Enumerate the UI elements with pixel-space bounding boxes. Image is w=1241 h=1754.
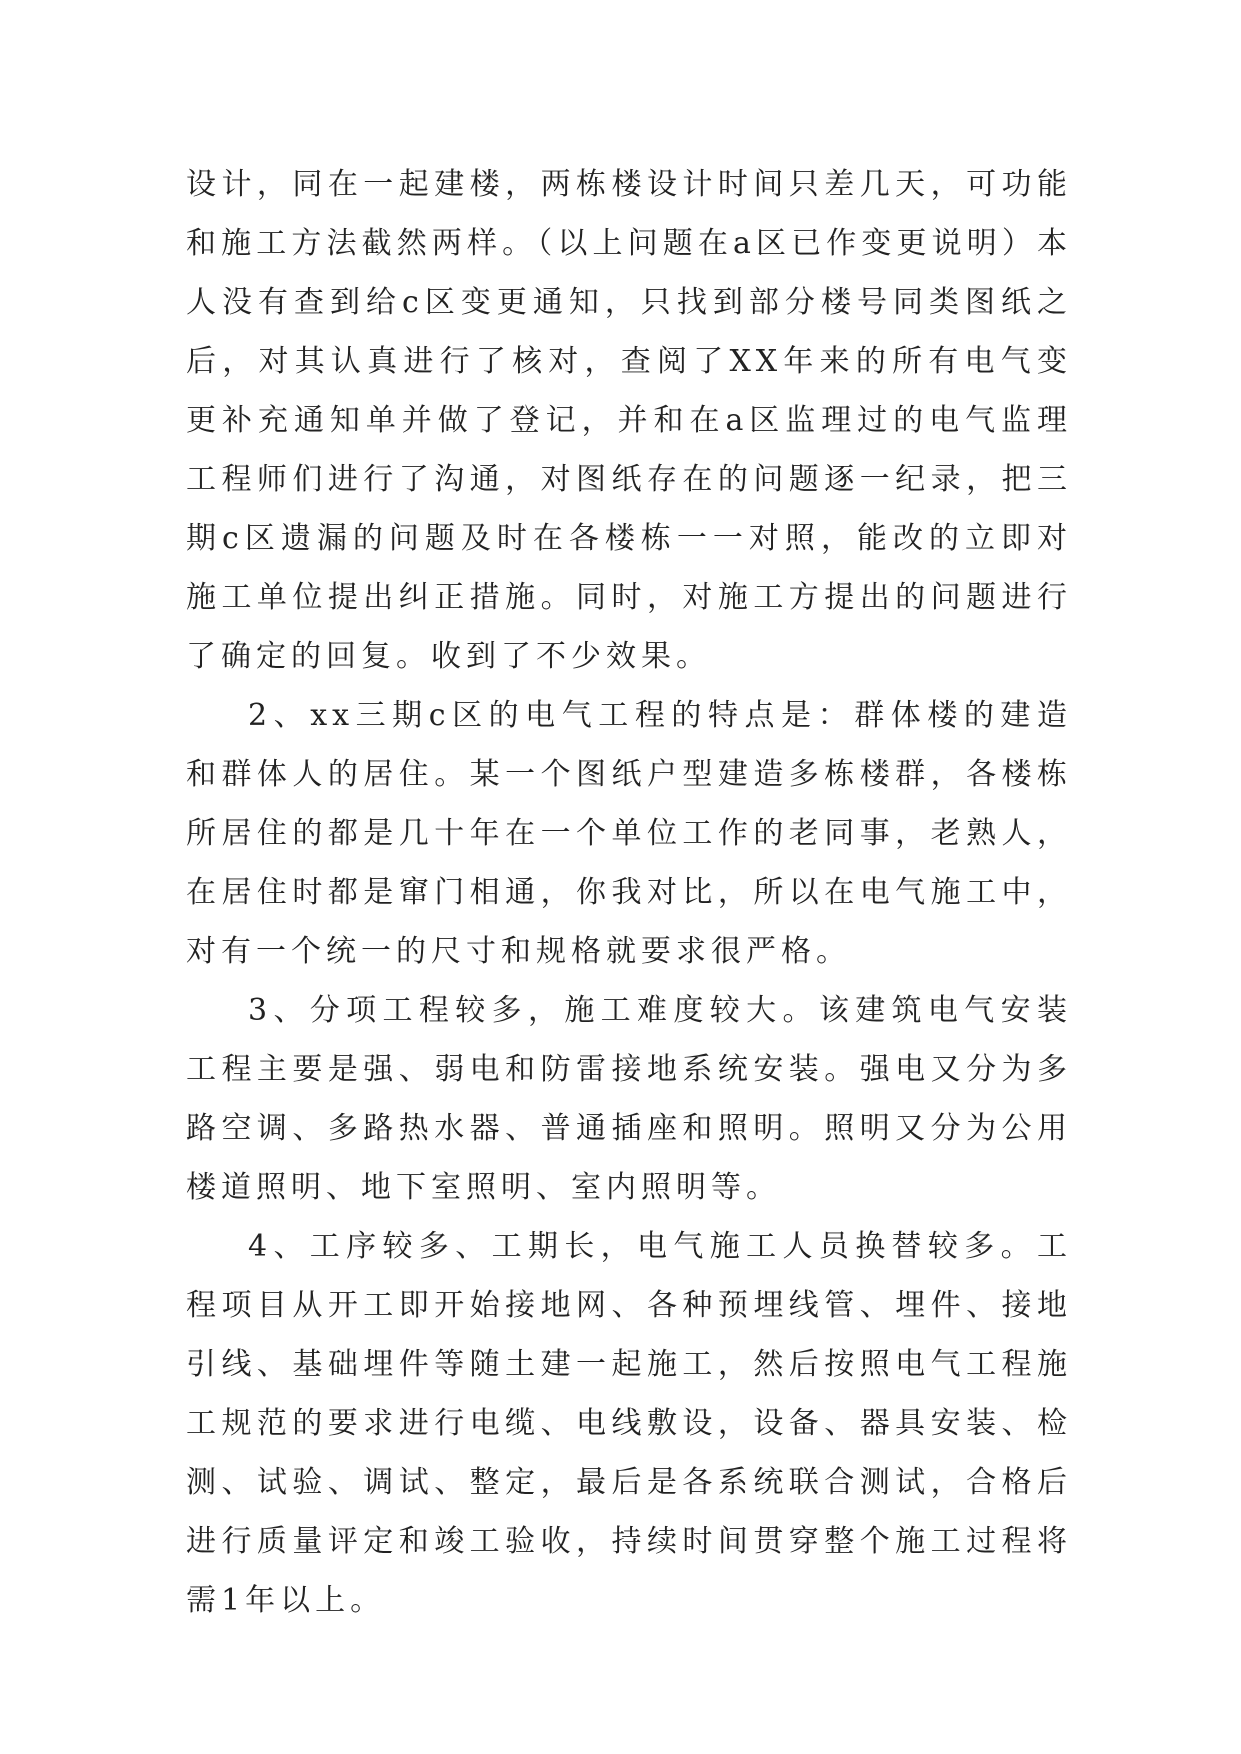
paragraph-2-features: 2、xx三期c区的电气工程的特点是：群体楼的建造和群体人的居住。某一个图纸户型建造多栋楼群，各楼栋所居住的都是几十年在一个单位工作的老同事，老熟人，在居住时都是窜门相通，你我对比，所以在电气施工中，对有一个统一的尺寸和规格就要求很严格。 bbox=[186, 698, 1072, 969]
paragraph-continuation: 设计，同在一起建楼，两栋楼设计时间只差几天，可功能和施工方法截然两样。（以上问题在a区已作变更说明）本人没有查到给c区变更通知，只找到部分楼号同类图纸之后，对其认真进行了核对，查阅了XX年来的所有电气变更补充通知单并做了登记，并和在a区监理过的电气监理工程师们进行了沟通，对图纸存在的问题逐一纪录，把三期c区遗漏的问题及时在各楼栋一一对照，能改的立即对施工单位提出纠正措施。同时，对施工方提出的问题进行了确定的回复。收到了不少效果。 bbox=[186, 167, 1072, 674]
paragraph-4-procedures: 4、工序较多、工期长，电气施工人员换替较多。工程项目从开工即开始接地网、各种预埋线管、埋件、接地引线、基础埋件等随土建一起施工，然后按照电气工程施工规范的要求进行电缆、电线敷设，设备、器具安装、检测、试验、调试、整定，最后是各系统联合测试，合格后进行质量评定和竣工验收，持续时间贯穿整个施工过程将需1年以上。 bbox=[186, 1229, 1072, 1618]
paragraph-3-subprojects: 3、分项工程较多，施工难度较大。该建筑电气安装工程主要是强、弱电和防雷接地系统安装。强电又分为多路空调、多路热水器、普通插座和照明。照明又分为公用楼道照明、地下室照明、室内照明等。 bbox=[186, 993, 1072, 1205]
document-body bbox=[186, 155, 1072, 1630]
